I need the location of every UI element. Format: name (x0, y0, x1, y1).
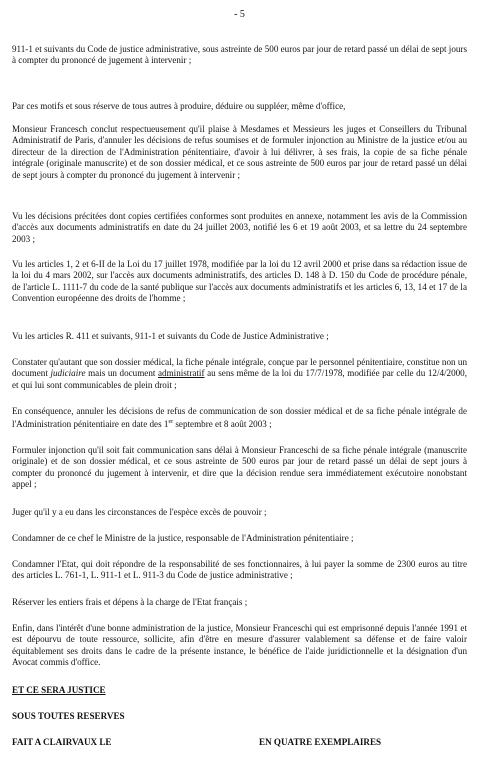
closing-fait-a: FAIT A CLAIRVAUX LE (12, 737, 112, 747)
paragraph-conclusions: Monsieur Francesch conclut respectueusement qu'il plaise à Mesdames et Messieurs les juges et Conseillers du Tribunal Administratif de Paris, d'annuler les décisions de refus soumises et de formuler injonction au Ministre de la justice et/ou au directeur de la direction de l'Administration pénitentiaire, d'avoir à lui délivrer, à ses frais, la copie de sa fiche pénale intégrale (originale manuscrite) et de son dossier médical, et ce sous astreinte de 500 euros par jour de retard passé un délai de sept jours à compter du prononcé du jugement à intervenir ; (12, 124, 467, 180)
annuler-superscript: er (168, 419, 174, 426)
administratif-term: administratif (158, 368, 205, 379)
closing-justice: ET CE SERA JUSTICE (12, 685, 106, 695)
paragraph-condamner-etat: Condamner l'Etat, qui doit répondre de la responsabilité de ses fonctionnaires, à lui payer la somme de 2300 euros au titre des articles L. 761-1, L. 911-1 et L. 911-3 du Code de justice administrative ; (12, 559, 467, 581)
closing-exemplaires: EN QUATRE EXEMPLAIRES (259, 737, 382, 747)
closing-reserves: SOUS TOUTES RESERVES (12, 711, 125, 721)
constater-text-2: mais un document (85, 368, 159, 379)
judiciaire-term: judiciaire (50, 368, 86, 379)
paragraph-astreinte: 911-1 et suivants du Code de justice administrative, sous astreinte de 500 euros par jour de retard passé un délai de sept jours à compter du prononcé de jugement à intervenir ; (12, 44, 467, 66)
constater-text-1: Constater qu'autant que son dossier médical, la fiche pénale intégrale, conçue par le personnel pénitentiaire, constitue non un document (12, 357, 467, 379)
paragraph-motifs: Par ces motifs et sous réserve de tous autres à produire, déduire ou suppléer, même d'office, (12, 101, 346, 111)
paragraph-annuler (12, 406, 467, 431)
annuler-text-1: En conséquence, annuler les décisions de refus de communication de son dossier médical et de sa fiche pénale intégrale de l'Administration pénitentiaire en date des 1 (12, 406, 467, 430)
paragraph-condamner-ministre: Condamner de ce chef le Ministre de la justice, responsable de l'Administration pénitentiaire ; (12, 533, 354, 543)
paragraph-injonction: Formuler injonction qu'il soit fait communication sans délai à Monsieur Franceschi de sa fiche pénale intégrale (manuscrite originale) et de son dossier médical, et ce sous astreinte de 500 euros par jour de retard passé un délai de sept jours à compter du prononcé du jugement à intervenir, et dire que la décision rendue sera immédiatement exécutoire nonobstant appel ; (12, 445, 467, 490)
annuler-text-2: septembre et 8 août 2003 ; (173, 419, 272, 430)
paragraph-exces-pouvoir: Juger qu'il y a eu dans les circonstances de l'espèce excès de pouvoir ; (12, 507, 267, 517)
paragraph-vu-articles-loi: Vu les articles 1, 2 et 6-II de la Loi du 17 juillet 1978, modifiée par la loi du 12 avril 2000 et prise dans sa rédaction issue de la loi du 4 mars 2002, sur l'accès aux documents administratifs, des articles D. 148 à D. 150 du Code de procédure pénale, de l'article L. 1111-7 du code de la santé publique sur l'accès aux documents administratifs et les articles 6, 13, 14 et 17 de la Convention européenne des droits de l'homme ; (12, 259, 467, 304)
paragraph-aide-juridictionnelle: Enfin, dans l'intérêt d'une bonne administration de la justice, Monsieur Franceschi qui est emprisonné depuis l'année 1991 et est dépourvu de toute ressource, sollicite, afin d'être en mesure d'assurer valablement sa défense et de faire valoir équitablement ses droits dans le cadre de la présente instance, le bénéfice de l'aide juridictionnelle et la désignation d'un Avocat commis d'office. (12, 623, 467, 668)
page-number: - 5 (234, 9, 245, 20)
paragraph-vu-decisions: Vu les décisions précitées dont copies certifiées conformes sont produites en annexe, notamment les avis de la Commission d'accès aux documents administratifs en date du 24 juillet 2003, notifié les 6 et 19 août 2003, et sa lettre du 24 septembre 2003 ; (12, 211, 467, 244)
paragraph-constater (12, 357, 467, 391)
paragraph-vu-articles-code: Vu les articles R. 411 et suivants, 911-1 et suivants du Code de Justice Administrative ; (12, 331, 329, 341)
paragraph-frais: Réserver les entiers frais et dépens à la charge de l'Etat français ; (12, 597, 248, 607)
constater-text-3: au sens même de la loi du 17/7/1978, modifiée par celle du 12/4/2000, et qui lui sont communicables de plein droit ; (12, 368, 468, 390)
